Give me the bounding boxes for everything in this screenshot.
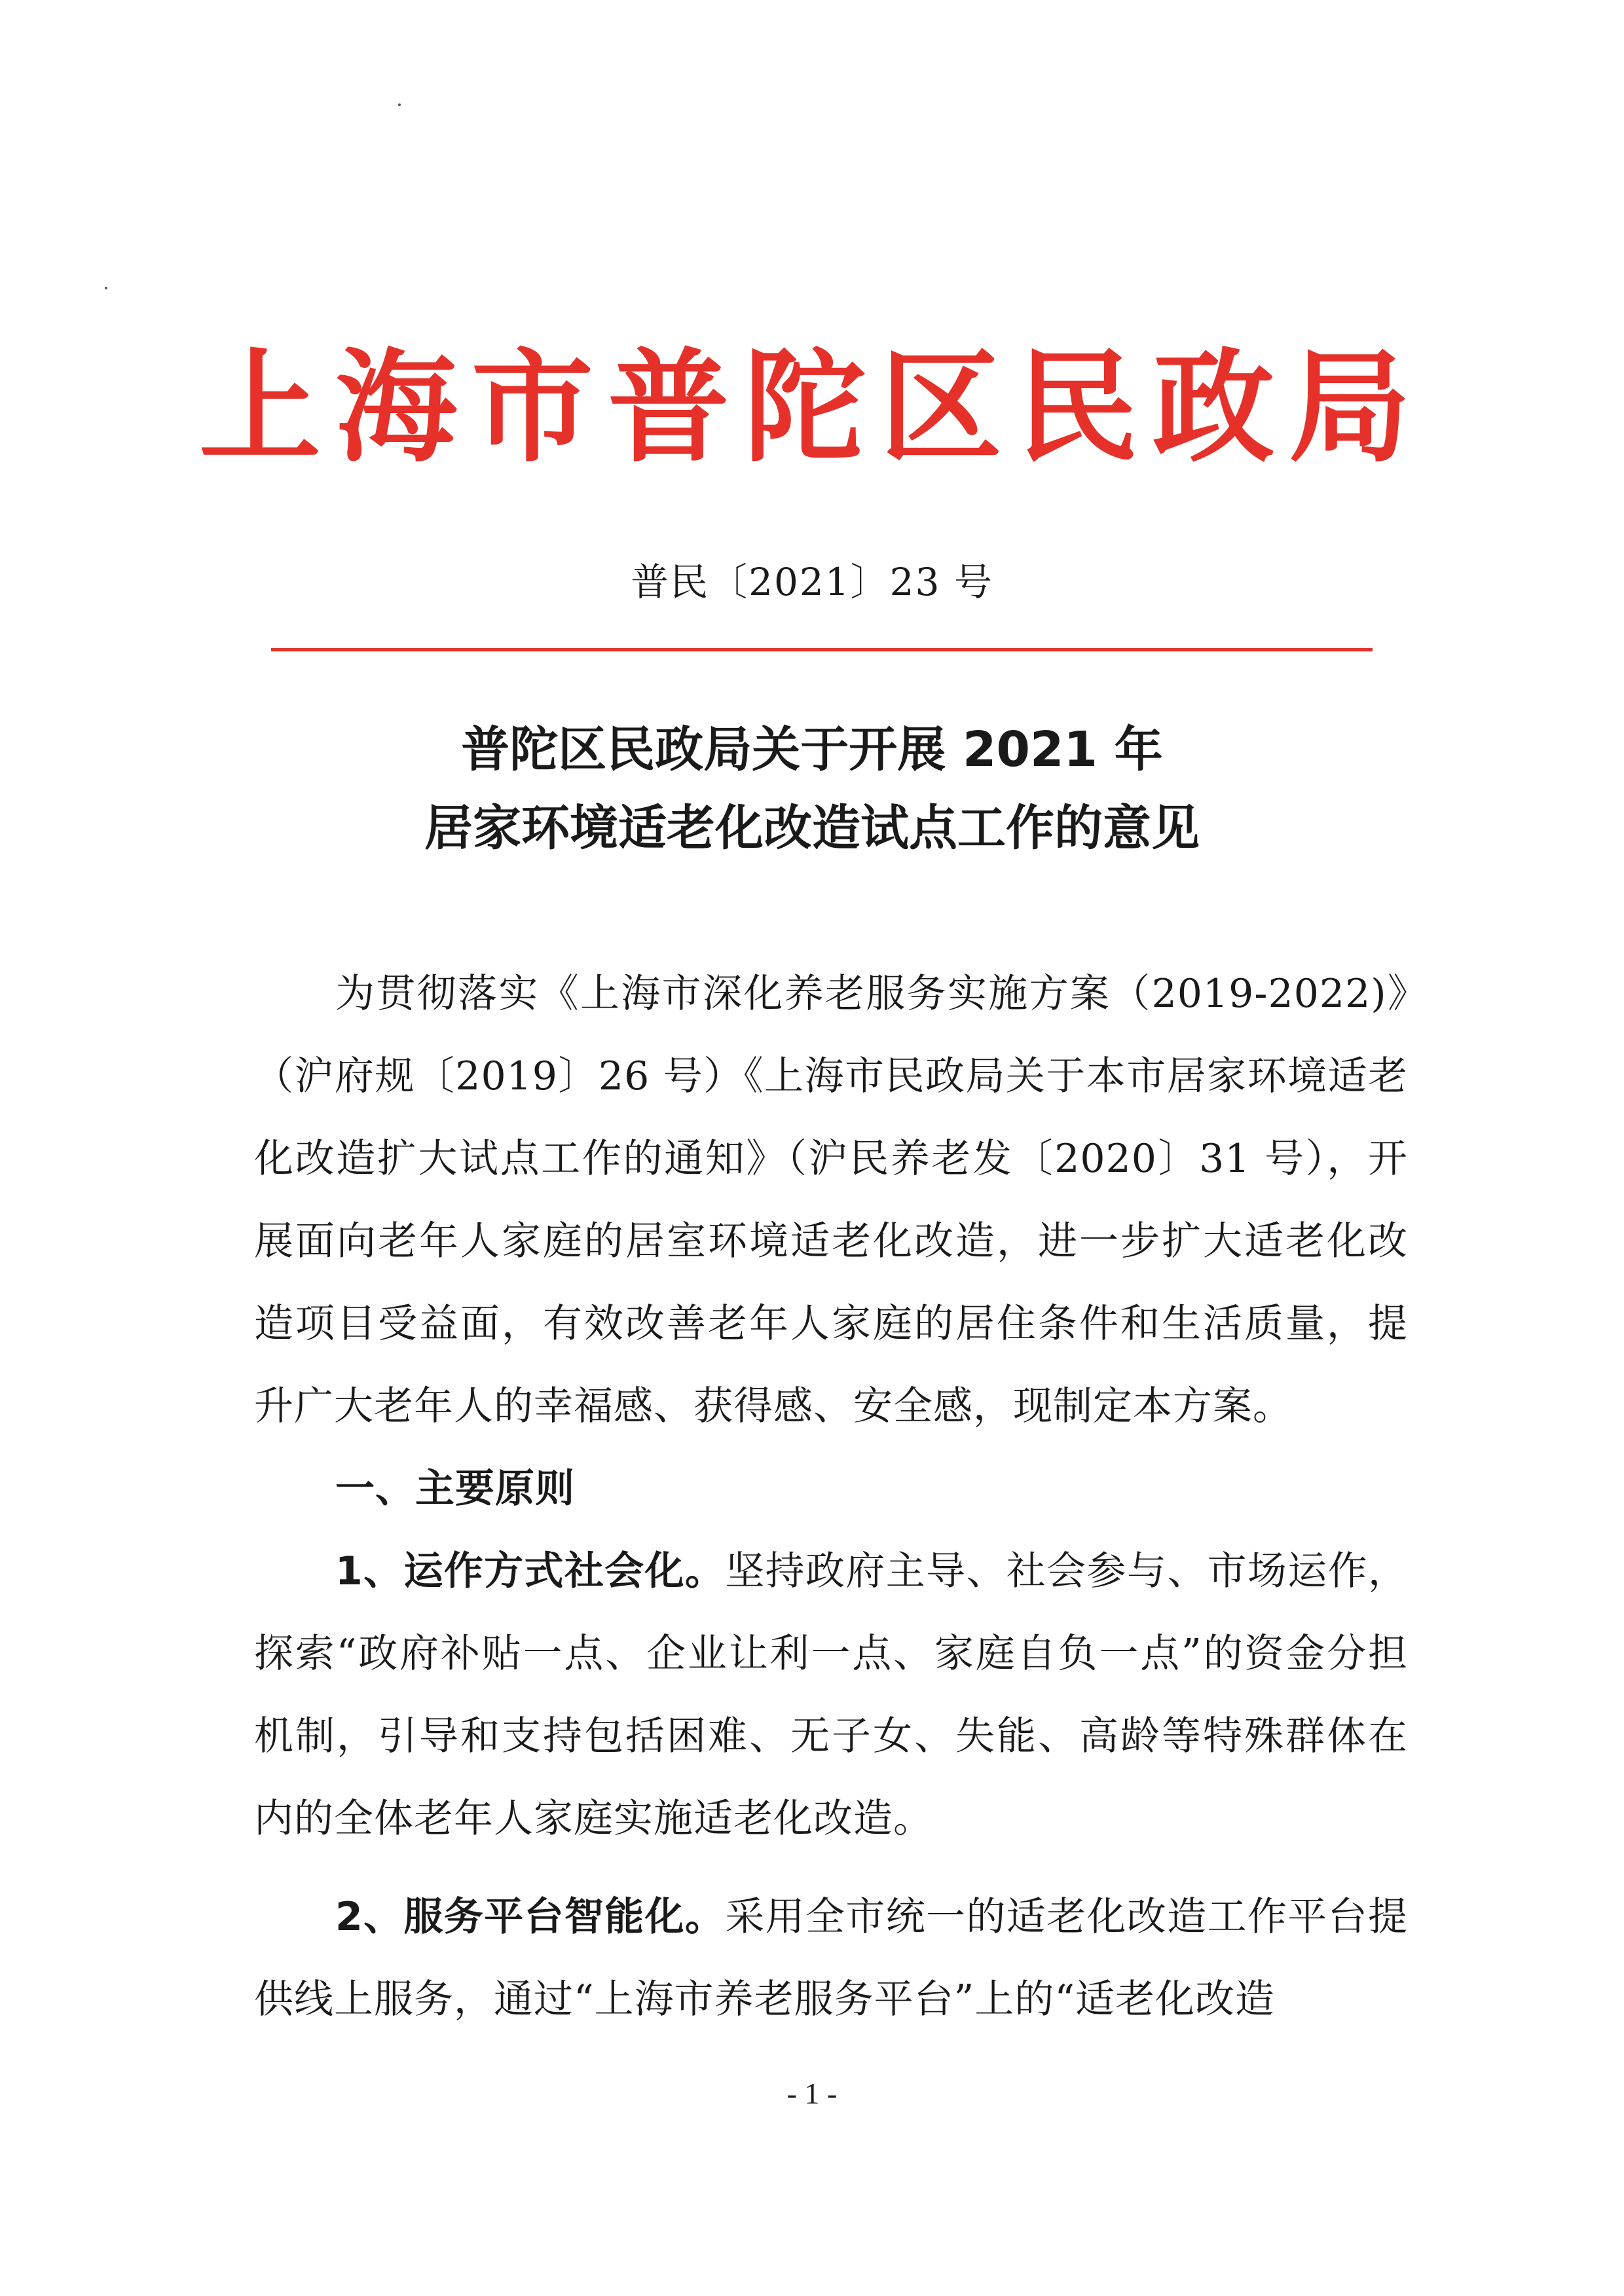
- letterhead-issuer: 上海市普陀区民政局: [198, 337, 1425, 479]
- document-title-line-2: 居家环境适老化改造试点工作的意见: [424, 800, 1200, 856]
- document-body: [254, 953, 1408, 2041]
- scan-speck: [105, 287, 107, 289]
- red-divider-line: [271, 648, 1373, 651]
- document-number: 普民〔2021〕23 号: [631, 560, 993, 604]
- section-heading-principles: 一、主要原则: [335, 1466, 575, 1512]
- document-title-line-1: 普陀区民政局关于开展 2021 年: [461, 721, 1163, 778]
- intro-paragraph: 为贯彻落实《上海市深化养老服务实施方案（2019-2022)》（沪府规〔2019〕26 号）《上海市民政局关于本市居家环境适老化改造扩大试点工作的通知》（沪民养老发〔2020〕31 号），开展面向老年人家庭的居室环境适老化改造，进一步扩大适老化改造项目受益面，有效改善老年人家庭的居住条件和生活质量，提升广大老年人的幸福感、获得感、安全感，现制定本方案。: [254, 971, 1408, 1429]
- principle-item-1: [254, 1530, 1408, 1860]
- principle-item-1-text: 坚持政府主导、社会参与、市场运作，探索“政府补贴一点、企业让利一点、家庭自负一点”的资金分担机制，引导和支持包括困难、无子女、失能、高龄等特殊群体在内的全体老年人家庭实施适老化改造。: [254, 1548, 1409, 1842]
- scan-speck: [398, 103, 401, 106]
- principle-item-1-lead: 1、运作方式社会化。: [335, 1548, 726, 1594]
- page-number: - 1 -: [786, 2077, 838, 2110]
- principle-item-2-lead: 2、服务平台智能化。: [335, 1894, 726, 1940]
- document-title: [0, 710, 1624, 867]
- principle-item-2: [254, 1876, 1408, 2041]
- principle-item-2-text: 采用全市统一的适老化改造工作平台提供线上服务，通过“上海市养老服务平台”上的“适老化改造: [254, 1894, 1409, 2022]
